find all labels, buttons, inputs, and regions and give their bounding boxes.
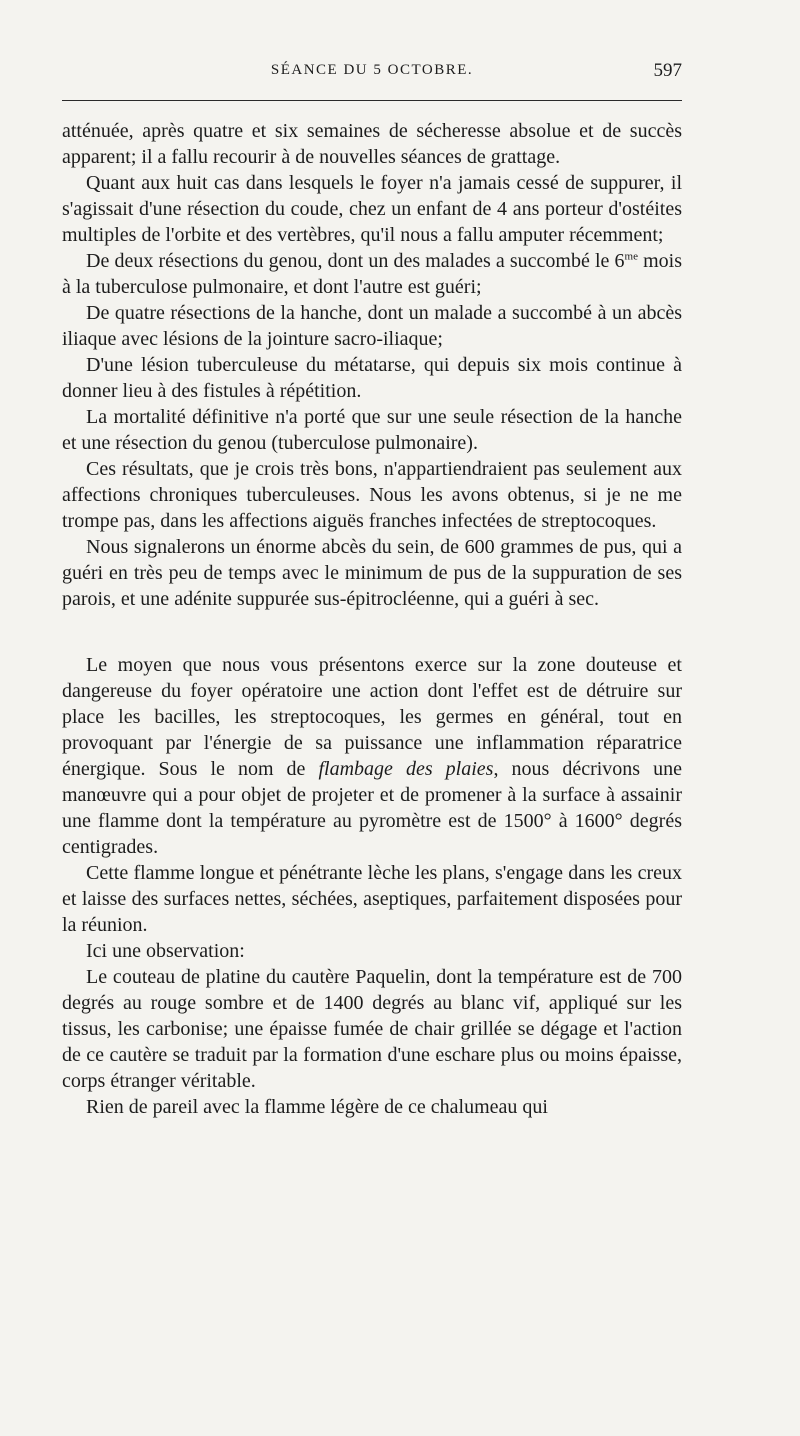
body-text bbox=[62, 118, 682, 1120]
paragraph bbox=[62, 652, 682, 860]
paragraph-text: mois à la tuberculose pulmonaire, et dont l'autre est guéri; bbox=[62, 250, 682, 298]
paragraph: atténuée, après quatre et six semaines de sécheresse absolue et de succès apparent; il a fallu recourir à de nouvelles séances de grattage. bbox=[62, 120, 682, 168]
paragraph-text: De deux résections du genou, dont un des malades a succombé le 6 bbox=[86, 250, 625, 272]
ordinal-superscript: me bbox=[624, 250, 638, 263]
paragraph: Ces résultats, que je crois très bons, n'appartiendraient pas seulement aux affections chroniques tuberculeuses. Nous les avons obtenus, si je ne me trompe pas, dans les affections aiguës franches infectées de streptocoques. bbox=[62, 458, 682, 532]
running-head-title: SÉANCE DU 5 OCTOBRE. bbox=[270, 62, 474, 78]
paragraph: Ici une observation: bbox=[86, 940, 245, 962]
italic-term: flambage des plaies bbox=[318, 758, 494, 780]
paragraph: La mortalité définitive n'a porté que sur une seule résection de la hanche et une résection du genou (tuberculose pulmonaire). bbox=[62, 406, 682, 454]
paragraph: Nous signalerons un énorme abcès du sein, de 600 grammes de pus, qui a guéri en très peu de temps avec le minimum de pus de la suppuration de ses parois, et une adénite suppurée sus-épitrocléenne, qui a guéri à sec. bbox=[62, 536, 682, 610]
paragraph: Le couteau de platine du cautère Paquelin, dont la température est de 700 degrés au rouge sombre et de 1400 degrés au blanc vif, appliqué sur les tissus, les carbonise; une épaisse fumée de chair grillée se dégage et l'action de ce cautère se traduit par la formation d'une eschare plus ou moins épaisse, corps étranger véritable. bbox=[62, 966, 682, 1092]
paragraph-text: Le moyen que nous vous présentons exerce sur la zone douteuse et dangereuse du foyer opératoire une action dont l'effet est de détruire sur place les bacilles, les streptocoques, les germes en général, tout en provoquant par l'énergie de sa puissance une inflammation réparatrice énergique. Sous le nom de bbox=[62, 654, 682, 780]
paragraph: D'une lésion tuberculeuse du métatarse, qui depuis six mois continue à donner lieu à des fistules à répétition. bbox=[62, 354, 682, 402]
paragraph bbox=[62, 248, 682, 300]
paragraph-text: , nous décrivons une manœuvre qui a pour objet de projeter et de promener à la surface à assainir une flamme dont la température au pyromètre est de 1500° à 1600° degrés centigrades. bbox=[62, 758, 682, 858]
paragraph: Quant aux huit cas dans lesquels le foyer n'a jamais cessé de suppurer, il s'agissait d'une résection du coude, chez un enfant de 4 ans porteur d'ostéites multiples de l'orbite et des vertèbres, qu'il nous a fallu amputer récemment; bbox=[62, 172, 682, 246]
paragraph: Cette flamme longue et pénétrante lèche les plans, s'engage dans les creux et laisse des surfaces nettes, séchées, aseptiques, parfaitement disposées pour la réunion. bbox=[62, 862, 682, 936]
paragraph: De quatre résections de la hanche, dont un malade a succombé à un abcès iliaque avec lésions de la jointure sacro-iliaque; bbox=[62, 302, 682, 350]
page-number: 597 bbox=[653, 60, 682, 81]
header-rule bbox=[62, 100, 682, 101]
running-head bbox=[62, 62, 682, 86]
paragraph: Rien de pareil avec la flamme légère de ce chalumeau qui bbox=[86, 1096, 548, 1118]
